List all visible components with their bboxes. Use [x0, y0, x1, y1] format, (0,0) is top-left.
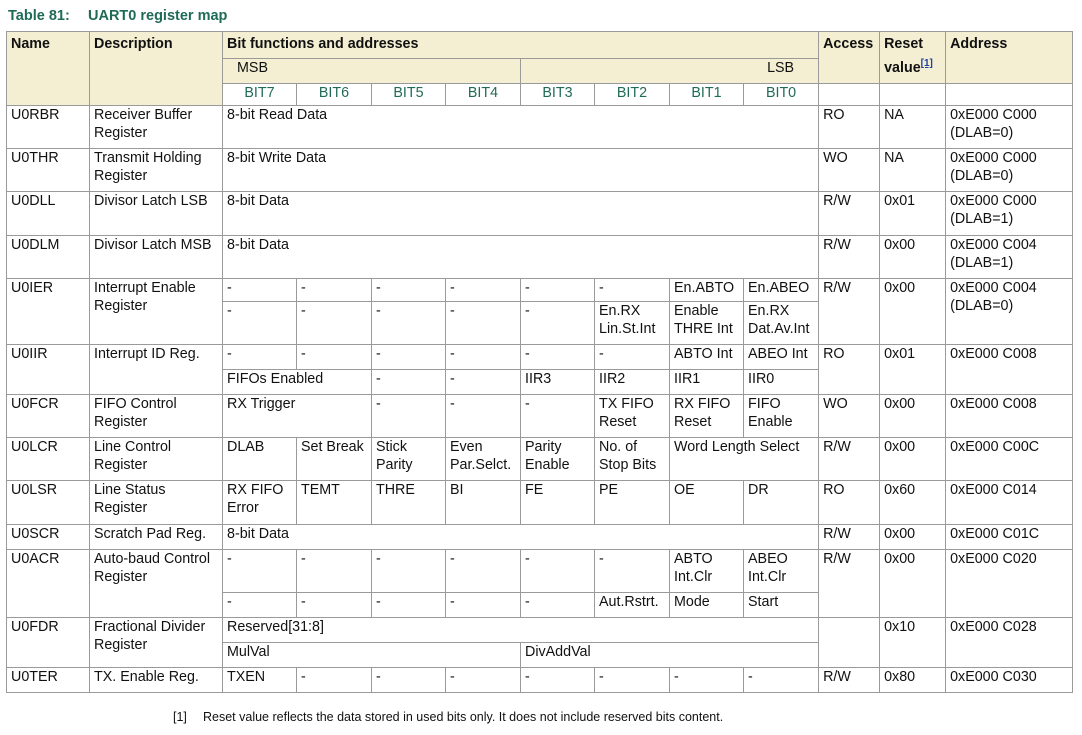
bit-field: - [372, 550, 446, 593]
address-value: 0xE000 C00C [946, 438, 1073, 481]
access-value: R/W [819, 525, 880, 550]
bit-field: En.RX Lin.St.Int [595, 302, 670, 345]
bit-field: Aut.Rstrt. [595, 593, 670, 618]
bit-field: - [223, 279, 297, 302]
register-description: Divisor Latch LSB [90, 192, 223, 236]
table-row [7, 668, 1073, 693]
reset-value: 0x00 [880, 279, 946, 345]
register-description: FIFO Control Register [90, 395, 223, 438]
address-value: 0xE000 C01C [946, 525, 1073, 550]
bit-field: - [446, 345, 521, 370]
bit-field: TX FIFO Reset [595, 395, 670, 438]
bit-field: ABTO Int.Clr [670, 550, 744, 593]
bit-field: En.ABEO [744, 279, 819, 302]
header-lsb: LSB [521, 59, 819, 84]
table-row [7, 395, 1073, 438]
bit-field: RX Trigger [223, 395, 372, 438]
header-bit7: BIT7 [223, 84, 297, 106]
bit-field: 8-bit Read Data [223, 106, 819, 149]
address-value: 0xE000 C030 [946, 668, 1073, 693]
footnote-text: Reset value reflects the data stored in used bits only. It does not include reserved bits content. [203, 710, 724, 724]
register-name: U0ACR [7, 550, 90, 618]
bit-field: - [223, 345, 297, 370]
bit-field: En.RX Dat.Av.Int [744, 302, 819, 345]
bit-field: OE [670, 481, 744, 525]
register-name: U0THR [7, 149, 90, 192]
bit-field: - [521, 593, 595, 618]
reset-value: 0x80 [880, 668, 946, 693]
bit-field: Parity Enable [521, 438, 595, 481]
header-bit1: BIT1 [670, 84, 744, 106]
bit-field: Reserved[31:8] [223, 618, 819, 643]
bit-field: - [297, 345, 372, 370]
bit-field: - [297, 668, 372, 693]
table-row [7, 192, 1073, 236]
bit-field: - [521, 345, 595, 370]
table-row [7, 345, 1073, 370]
reset-value: 0x01 [880, 192, 946, 236]
bit-field: IIR2 [595, 370, 670, 395]
bit-field: - [595, 668, 670, 693]
bit-field: Word Length Select [670, 438, 819, 481]
bit-field: THRE [372, 481, 446, 525]
reset-value: 0x00 [880, 438, 946, 481]
bit-field: - [297, 550, 372, 593]
bit-field: - [372, 370, 446, 395]
table-row [7, 550, 1073, 593]
register-description: Scratch Pad Reg. [90, 525, 223, 550]
bit-field: - [372, 302, 446, 345]
bit-field: DivAddVal [521, 643, 819, 668]
register-description: Receiver Buffer Register [90, 106, 223, 149]
access-value: R/W [819, 279, 880, 345]
header-bit6: BIT6 [297, 84, 372, 106]
bit-field: Mode [670, 593, 744, 618]
bit-field: - [297, 279, 372, 302]
bit-field: - [744, 668, 819, 693]
bit-field: PE [595, 481, 670, 525]
bit-field: ABTO Int [670, 345, 744, 370]
header-address: Address [946, 32, 1073, 84]
bit-field: - [446, 550, 521, 593]
bit-field: - [521, 395, 595, 438]
header-row [7, 32, 1073, 59]
register-name: U0DLM [7, 236, 90, 279]
table-row [7, 525, 1073, 550]
bit-field: 8-bit Data [223, 525, 819, 550]
register-description: Auto-baud Control Register [90, 550, 223, 618]
table-caption [8, 8, 227, 24]
table-row [7, 279, 1073, 302]
bit-field: Start [744, 593, 819, 618]
bit-field: - [372, 668, 446, 693]
address-value: 0xE000 C008 [946, 395, 1073, 438]
bit-field: ABEO Int [744, 345, 819, 370]
access-value: R/W [819, 668, 880, 693]
bit-field: 8-bit Data [223, 236, 819, 279]
header-bit2: BIT2 [595, 84, 670, 106]
address-value: 0xE000 C000 (DLAB=1) [946, 192, 1073, 236]
header-access: Access [819, 32, 880, 84]
reset-value: 0x00 [880, 236, 946, 279]
register-name: U0FCR [7, 395, 90, 438]
register-description: Line Status Register [90, 481, 223, 525]
register-name: U0TER [7, 668, 90, 693]
register-name: U0FDR [7, 618, 90, 668]
table-row [7, 618, 1073, 643]
bit-field: No. of Stop Bits [595, 438, 670, 481]
table-title: UART0 register map [88, 8, 228, 24]
header-bit5: BIT5 [372, 84, 446, 106]
access-value: RO [819, 481, 880, 525]
bit-field: - [595, 550, 670, 593]
bit-field: - [595, 279, 670, 302]
bit-field: - [521, 279, 595, 302]
table-footnote [173, 710, 723, 724]
bit-field: - [521, 668, 595, 693]
bit-field: - [521, 302, 595, 345]
access-value: R/W [819, 236, 880, 279]
header-msb: MSB [223, 59, 521, 84]
header-bit3: BIT3 [521, 84, 595, 106]
reset-value: 0x00 [880, 550, 946, 618]
bit-field: Even Par.Selct. [446, 438, 521, 481]
access-value: RO [819, 345, 880, 395]
reset-value: 0x00 [880, 395, 946, 438]
table-number: Table 81: [8, 8, 70, 24]
bit-field: Enable THRE Int [670, 302, 744, 345]
bit-field: ABEO Int.Clr [744, 550, 819, 593]
access-value [819, 618, 880, 668]
bit-field: DLAB [223, 438, 297, 481]
bit-field: - [446, 370, 521, 395]
header-bit4: BIT4 [446, 84, 521, 106]
register-description: TX. Enable Reg. [90, 668, 223, 693]
register-name: U0LSR [7, 481, 90, 525]
register-description: Line Control Register [90, 438, 223, 481]
bit-field: IIR0 [744, 370, 819, 395]
bit-field: - [446, 279, 521, 302]
table-row [7, 438, 1073, 481]
access-value: R/W [819, 550, 880, 618]
header-bit0: BIT0 [744, 84, 819, 106]
bit-field: Set Break [297, 438, 372, 481]
bit-field: MulVal [223, 643, 521, 668]
bit-field: - [446, 302, 521, 345]
bit-field: - [297, 302, 372, 345]
bit-field: Stick Parity [372, 438, 446, 481]
bit-field: - [595, 345, 670, 370]
table-row [7, 236, 1073, 279]
address-value: 0xE000 C008 [946, 345, 1073, 395]
reset-value: NA [880, 149, 946, 192]
bit-field: - [446, 593, 521, 618]
bit-field: RX FIFO Error [223, 481, 297, 525]
address-value: 0xE000 C004 (DLAB=0) [946, 279, 1073, 345]
bit-field: FIFOs Enabled [223, 370, 372, 395]
register-description: Interrupt ID Reg. [90, 345, 223, 395]
bit-field: 8-bit Data [223, 192, 819, 236]
bit-field: BI [446, 481, 521, 525]
table-row [7, 149, 1073, 192]
register-name: U0RBR [7, 106, 90, 149]
bit-field: - [223, 302, 297, 345]
register-description: Interrupt Enable Register [90, 279, 223, 345]
access-value: R/W [819, 438, 880, 481]
register-description: Transmit Holding Register [90, 149, 223, 192]
bit-field: - [521, 550, 595, 593]
bit-field: - [446, 395, 521, 438]
access-value: R/W [819, 192, 880, 236]
header-name: Name [7, 32, 90, 106]
bit-field: RX FIFO Reset [670, 395, 744, 438]
footnote-link[interactable]: [1] [920, 58, 933, 69]
register-name: U0IIR [7, 345, 90, 395]
address-value: 0xE000 C000 (DLAB=0) [946, 106, 1073, 149]
bit-field: - [223, 593, 297, 618]
address-value: 0xE000 C000 (DLAB=0) [946, 149, 1073, 192]
register-name: U0SCR [7, 525, 90, 550]
reset-value: 0x01 [880, 345, 946, 395]
bit-field: - [372, 279, 446, 302]
bit-field: DR [744, 481, 819, 525]
bit-field: - [372, 395, 446, 438]
address-value: 0xE000 C004 (DLAB=1) [946, 236, 1073, 279]
footnote-number: [1] [173, 710, 187, 724]
reset-value: 0x10 [880, 618, 946, 668]
register-name: U0LCR [7, 438, 90, 481]
address-value: 0xE000 C014 [946, 481, 1073, 525]
register-name: U0IER [7, 279, 90, 345]
register-name: U0DLL [7, 192, 90, 236]
register-description: Fractional Divider Register [90, 618, 223, 668]
register-description: Divisor Latch MSB [90, 236, 223, 279]
address-value: 0xE000 C028 [946, 618, 1073, 668]
uart0-register-map-table [6, 31, 1073, 693]
table-row [7, 481, 1073, 525]
bit-field: - [372, 345, 446, 370]
bit-field: - [670, 668, 744, 693]
bit-field: - [297, 593, 372, 618]
bit-field: - [372, 593, 446, 618]
reset-value: NA [880, 106, 946, 149]
bit-field: FIFO Enable [744, 395, 819, 438]
bit-field: IIR1 [670, 370, 744, 395]
reset-value: 0x60 [880, 481, 946, 525]
header-description: Description [90, 32, 223, 106]
bit-field: En.ABTO [670, 279, 744, 302]
address-value: 0xE000 C020 [946, 550, 1073, 618]
access-value: RO [819, 106, 880, 149]
access-value: WO [819, 149, 880, 192]
reset-value: 0x00 [880, 525, 946, 550]
header-bit-functions: Bit functions and addresses [223, 32, 819, 59]
bit-field: FE [521, 481, 595, 525]
bit-field: - [223, 550, 297, 593]
bit-field: TXEN [223, 668, 297, 693]
header-reset-value: Reset value[1] [880, 32, 946, 84]
table-row [7, 106, 1073, 149]
bit-field: TEMT [297, 481, 372, 525]
access-value: WO [819, 395, 880, 438]
bit-field: IIR3 [521, 370, 595, 395]
bit-field: 8-bit Write Data [223, 149, 819, 192]
bit-field: - [446, 668, 521, 693]
